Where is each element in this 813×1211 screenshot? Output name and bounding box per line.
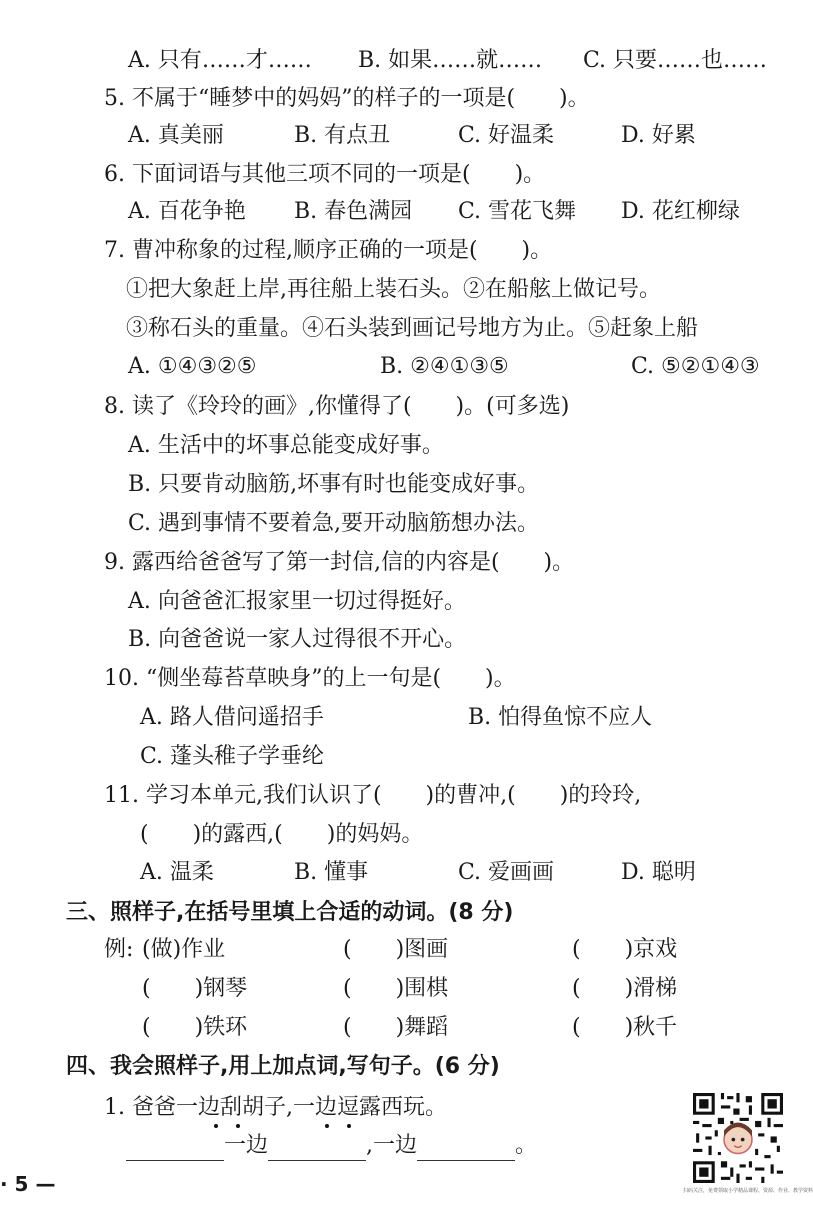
q7-option-a: A. ①④③②⑤ (128, 354, 257, 379)
section3-r2-c2: ( )围棋 (343, 976, 449, 1001)
section3-r1-c3: ( )京戏 (572, 937, 678, 962)
q9-option-b: B. 向爸爸说一家人过得很不开心。 (128, 627, 467, 652)
section3-r3-c3: ( )秋千 (572, 1015, 678, 1040)
fill-word-2: ,一边 (366, 1133, 418, 1158)
section3-title: 三、照样子,在括号里填上合适的动词。(8 分) (66, 900, 514, 925)
q8-stem: 8. 读了《玲玲的画》,你懂得了( )。(可多选) (104, 394, 570, 419)
q10-option-c: C. 蓬头稚子学垂纶 (140, 744, 325, 769)
qr-code-icon (693, 1093, 783, 1183)
section3-r2-c1: ( )钢琴 (142, 976, 248, 1001)
q5-option-c: C. 好温柔 (458, 123, 555, 148)
q11-option-d: D. 聪明 (621, 860, 696, 885)
q6-option-a: A. 百花争艳 (128, 199, 246, 224)
q8-option-b: B. 只要肯动脑筋,坏事有时也能变成好事。 (128, 472, 540, 497)
q7-option-b: B. ②④①③⑤ (380, 354, 509, 379)
q6-option-b: B. 春色满园 (294, 199, 413, 224)
q5-stem: 5. 不属于“睡梦中的妈妈”的样子的一项是( )。 (104, 86, 590, 111)
q7-steps-line2: ③称石头的重量。④石头装到画记号地方为止。⑤赶象上船 (126, 316, 699, 341)
q9-option-a: A. 向爸爸汇报家里一切过得挺好。 (128, 589, 466, 614)
q5-option-b: B. 有点丑 (294, 123, 391, 148)
q11-stem-line2: ( )的露西,( )的妈妈。 (140, 822, 424, 847)
q8-option-c: C. 遇到事情不要着急,要开动脑筋想办法。 (128, 511, 540, 536)
q4-option-b: B. 如果……就…… (358, 48, 543, 73)
q11-option-a: A. 温柔 (140, 860, 214, 885)
q8-option-a: A. 生活中的坏事总能变成好事。 (128, 433, 444, 458)
emphasis-dot (347, 1124, 351, 1128)
q10-option-b: B. 怕得鱼惊不应人 (468, 705, 653, 730)
fill-end: 。 (515, 1133, 538, 1158)
q11-option-c: C. 爱画画 (458, 860, 555, 885)
answer-blank-3[interactable] (417, 1138, 515, 1161)
q6-stem: 6. 下面词语与其他三项不同的一项是( )。 (104, 162, 546, 187)
answer-blank-2[interactable] (268, 1138, 366, 1161)
page-number: · 5 — (0, 1172, 56, 1196)
q4-option-c: C. 只要……也…… (583, 48, 768, 73)
q5-option-d: D. 好累 (621, 123, 696, 148)
q7-stem: 7. 曹冲称象的过程,顺序正确的一项是( )。 (104, 238, 553, 263)
section4-title: 四、我会照样子,用上加点词,写句子。(6 分) (66, 1054, 500, 1079)
q11-stem-line1: 11. 学习本单元,我们认识了( )的曹冲,( )的玲玲, (104, 783, 642, 808)
q5-option-a: A. 真美丽 (128, 123, 224, 148)
fill-word-1: 一边 (224, 1133, 269, 1158)
section4-fill-line (126, 1131, 537, 1161)
section4-example-sentence: 1. 爸爸一边刮胡子,一边逗露西玩。 (104, 1095, 447, 1120)
section3-r3-c1: ( )铁环 (142, 1015, 248, 1040)
q10-stem: 10. “侧坐莓苔草映身”的上一句是( )。 (104, 666, 516, 691)
section3-r1-c1: (做)作业 (142, 937, 226, 962)
q9-stem: 9. 露西给爸爸写了第一封信,信的内容是( )。 (104, 550, 575, 575)
q6-option-c: C. 雪花飞舞 (458, 199, 577, 224)
answer-blank-1[interactable] (126, 1138, 224, 1161)
emphasis-dot (236, 1124, 240, 1128)
section3-r3-c2: ( )舞蹈 (343, 1015, 449, 1040)
section3-example-prefix: 例: (104, 937, 134, 962)
section3-r1-c2: ( )图画 (343, 937, 449, 962)
q7-steps-line1: ①把大象赶上岸,再往船上装石头。②在船舷上做记号。 (126, 277, 661, 302)
emphasis-dot (214, 1124, 218, 1128)
emphasis-dot (325, 1124, 329, 1128)
section3-r2-c3: ( )滑梯 (572, 976, 678, 1001)
q10-option-a: A. 路人借问遥招手 (140, 705, 324, 730)
q4-option-a: A. 只有……才…… (128, 48, 312, 73)
qr-caption: 扫码关注，免费领取小学精品课程、资源、作业、教学资料 (683, 1188, 813, 1194)
q7-option-c: C. ⑤②①④③ (631, 354, 760, 379)
q6-option-d: D. 花红柳绿 (621, 199, 740, 224)
q11-option-b: B. 懂事 (294, 860, 369, 885)
